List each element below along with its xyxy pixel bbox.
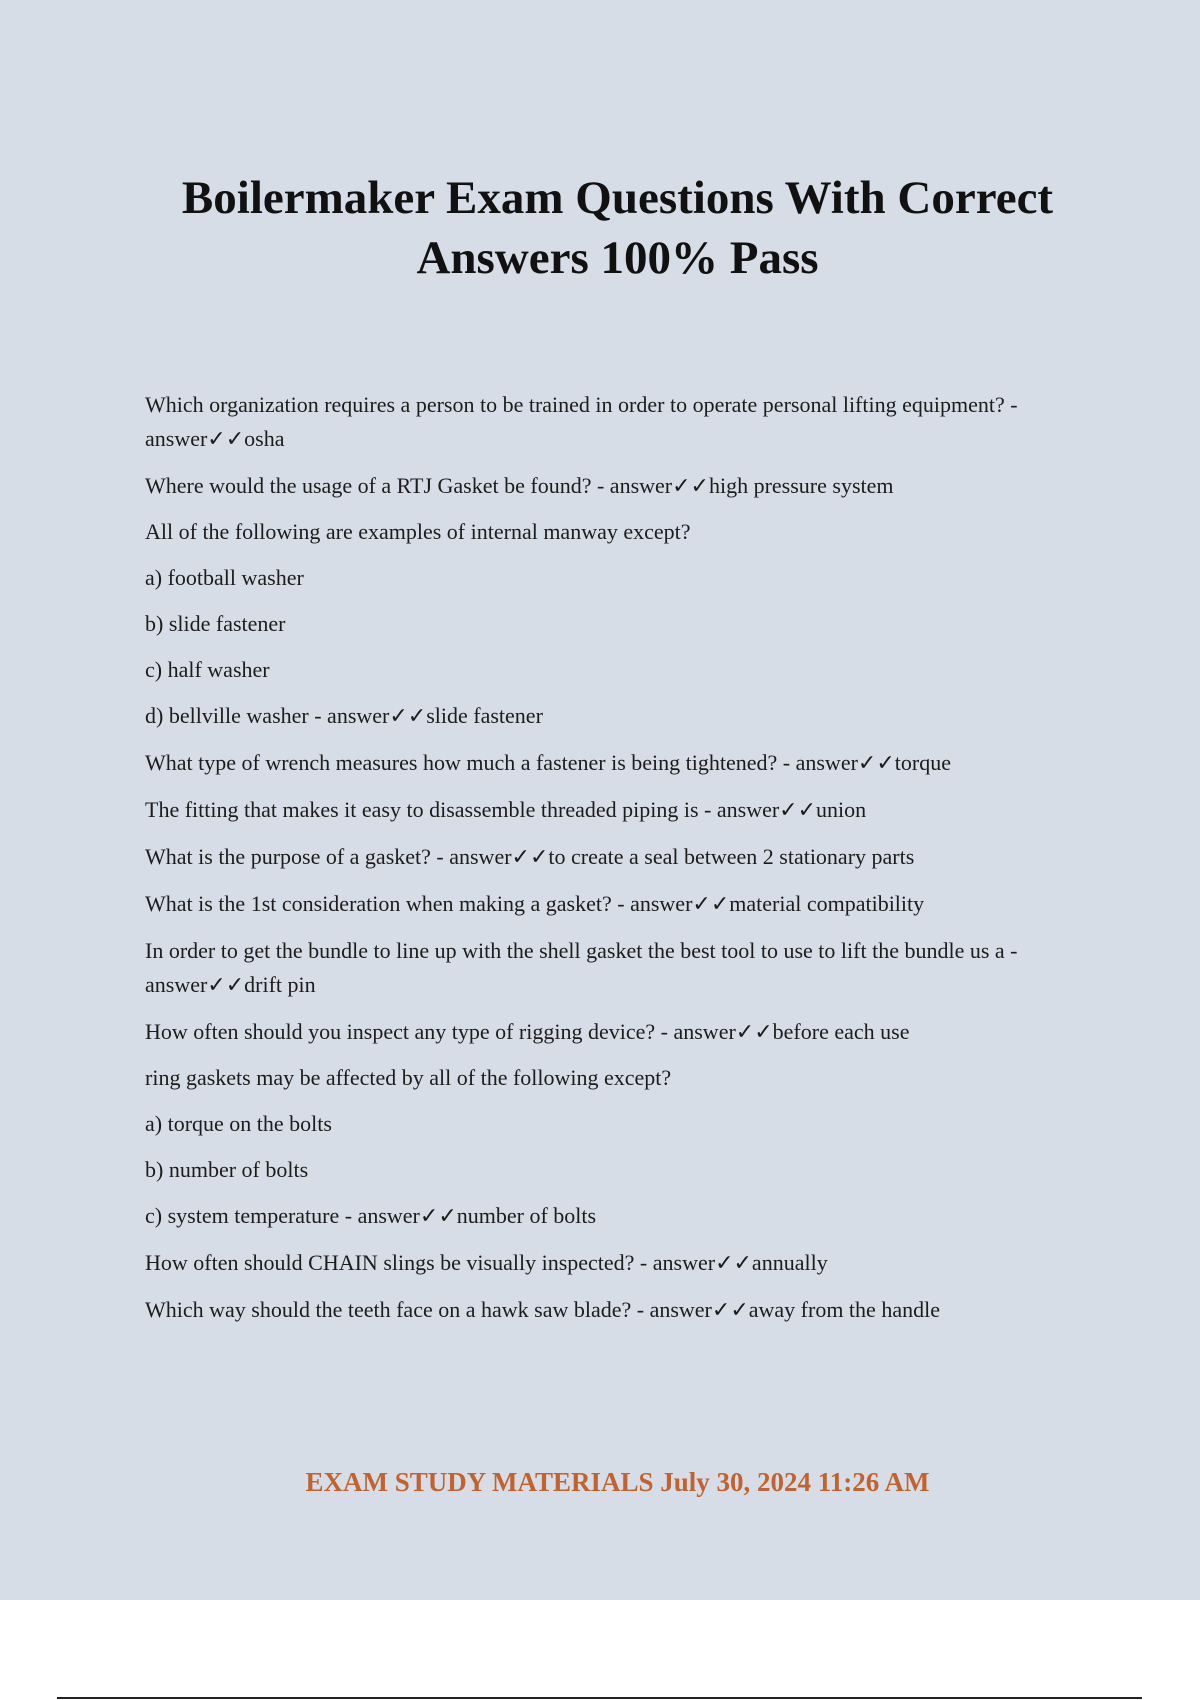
qa-option: a) torque on the bolts [145,1111,332,1136]
qa-item: Which organization requires a person to be trained in order to operate personal lifting equipment? - answer✓✓osha [145,392,1018,451]
qa-item: In order to get the bundle to line up with the shell gasket the best tool to use to lift the bundle us a - answer✓✓drift pin [145,938,1018,997]
qa-item: The fitting that makes it easy to disassemble threaded piping is - answer✓✓union [145,797,867,822]
qa-item: ring gaskets may be affected by all of the following except? [145,1065,672,1090]
document-footer [0,1465,1200,1499]
qa-option: a) football washer [145,565,304,590]
bottom-divider [57,1697,1142,1699]
qa-option: c) system temperature - answer✓✓number of bolts [145,1203,597,1228]
footer-date: July 30, 2024 11:26 AM [660,1467,930,1497]
qa-option: b) slide fastener [145,611,286,636]
qa-item: Which way should the teeth face on a hawk saw blade? - answer✓✓away from the handle [145,1297,940,1322]
qa-item: All of the following are examples of internal manway except? [145,519,691,544]
qa-option: c) half washer [145,657,270,682]
qa-item: How often should you inspect any type of rigging device? - answer✓✓before each use [145,1019,910,1044]
footer-label: EXAM STUDY MATERIALS [305,1467,654,1497]
qa-item: What is the purpose of a gasket? - answer✓✓to create a seal between 2 stationary parts [145,844,915,869]
qa-item: What is the 1st consideration when making a gasket? - answer✓✓material compatibility [145,891,925,916]
qa-option: b) number of bolts [145,1157,309,1182]
qa-item: How often should CHAIN slings be visually inspected? - answer✓✓annually [145,1250,828,1275]
qa-option: d) bellville washer - answer✓✓slide fastener [145,703,543,728]
qa-item: Where would the usage of a RTJ Gasket be found? - answer✓✓high pressure system [145,473,894,498]
document-title: Boilermaker Exam Questions With Correct Answers 100% Pass [181,172,1054,284]
qa-item: What type of wrench measures how much a fastener is being tightened? - answer✓✓torque [145,750,951,775]
qa-list [145,388,1085,1340]
